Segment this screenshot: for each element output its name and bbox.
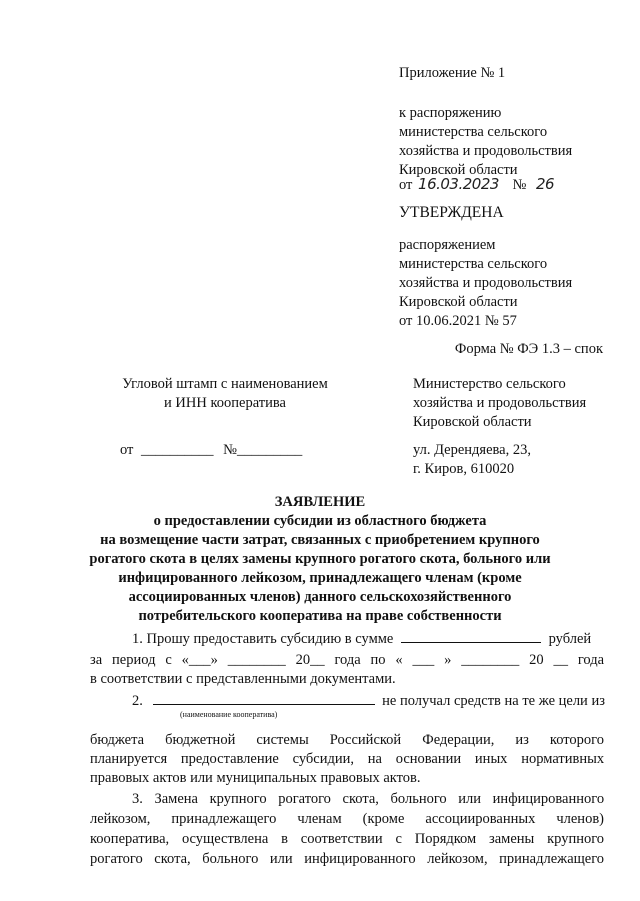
appendix-title: Приложение № 1 xyxy=(399,65,506,81)
p3-w: членам xyxy=(297,811,342,827)
recipient-line-1: Министерство сельского xyxy=(413,376,566,392)
heading-line-4: инфицированного лейкозом, принадлежащего членам (кроме xyxy=(118,570,522,586)
heading-line-3: рогатого скота в целях замены крупного рогатого скота, больного или xyxy=(89,551,551,567)
recipient-address-1: ул. Дерендяева, 23, xyxy=(413,442,531,458)
p3-w: в xyxy=(281,831,288,847)
p1-w: года xyxy=(577,652,605,668)
appendix-date-prefix: от xyxy=(399,177,413,193)
p3-w: рогатого xyxy=(90,851,143,867)
p3-w: инфицированного xyxy=(492,791,605,807)
recipient-line-3: Кировской области xyxy=(413,414,532,430)
p1-w: ___ xyxy=(412,652,435,668)
p3-w: кооператива, xyxy=(90,831,170,847)
handwritten-date: 16.03.2023 xyxy=(418,175,499,193)
recipient-line-2: хозяйства и продовольствия xyxy=(413,395,587,411)
p3-line-2 xyxy=(90,810,604,829)
p3-w: принадлежащего xyxy=(171,811,277,827)
p2-w: системы xyxy=(256,732,309,748)
p3-w: скота, xyxy=(342,791,379,807)
form-code: Форма № ФЭ 1.3 – спок xyxy=(454,341,603,357)
approved-line-3: хозяйства и продовольствия xyxy=(399,275,573,291)
p1-line-1-end: рублей xyxy=(548,631,592,647)
approved-line-5: от 10.06.2021 № 57 xyxy=(399,313,517,329)
p1-line-1-start: 1. Прошу предоставить субсидию в сумме xyxy=(132,631,394,647)
appendix-line-1: к распоряжению xyxy=(399,105,502,121)
approved-line-2: министерства сельского xyxy=(399,256,548,272)
p3-w: или xyxy=(269,851,293,867)
p2-w: нормативных xyxy=(521,751,605,767)
p3-w: с xyxy=(395,831,402,847)
p3-w: рогатого xyxy=(278,791,331,807)
p2-coop-name-blank[interactable] xyxy=(153,692,375,705)
p3-w: скота, xyxy=(154,851,191,867)
appendix-line-4: Кировской области xyxy=(399,162,518,178)
appendix-line-2: министерства сельского xyxy=(399,124,548,140)
p3-line-3 xyxy=(90,830,604,849)
p3-line-4 xyxy=(90,850,604,869)
p2-w: предоставление xyxy=(180,751,279,767)
p1-w: ________ xyxy=(227,652,286,668)
recipient-address-2: г. Киров, 610020 xyxy=(413,461,515,477)
ref-prefix: от xyxy=(120,442,134,458)
p1-w: с xyxy=(165,652,172,668)
p1-amount-blank[interactable] xyxy=(401,630,541,643)
p2-w: которого xyxy=(549,732,605,748)
p2-num: 2. xyxy=(132,693,143,709)
approved-line-1: распоряжением xyxy=(399,237,496,253)
p1-w: » xyxy=(444,652,452,668)
appendix-line-3: хозяйства и продовольствия xyxy=(399,143,573,159)
p1-w: период xyxy=(112,652,156,668)
p3-w: соответствии xyxy=(300,831,383,847)
approved-title: УТВЕРЖДЕНА xyxy=(399,204,504,221)
p2-w: бюджетной xyxy=(165,732,236,748)
p2-w: планируется xyxy=(90,751,168,767)
p3-w: или xyxy=(458,791,482,807)
heading-line-2: на возмещение части затрат, связанных с приобретением крупного xyxy=(100,532,540,548)
p1-w: 20 xyxy=(529,652,544,668)
p2-line-1 xyxy=(132,692,605,711)
ref-number: №_________ xyxy=(223,442,303,458)
p2-line-3 xyxy=(90,750,604,769)
stamp-line-2: и ИНН кооператива xyxy=(164,395,286,411)
heading-line-1: о предоставлении субсидии из областного бюджета xyxy=(153,513,487,529)
p3-w: крупного xyxy=(209,791,267,807)
p2-w: Российской xyxy=(329,732,402,748)
p2-w: иных xyxy=(474,751,508,767)
p3-w: крупного xyxy=(547,831,605,847)
p2-caption: (наименование кооператива) xyxy=(180,710,278,719)
p2-w: бюджета xyxy=(90,732,145,748)
p3-w: ассоциированных xyxy=(425,811,536,827)
p3-w: осуществлена xyxy=(181,831,269,847)
p3-w: лейкозом, xyxy=(90,811,151,827)
p1-w: __ xyxy=(553,652,568,668)
p3-w: замены xyxy=(489,831,535,847)
p3-w: больного xyxy=(202,851,259,867)
doc-title: ЗАЯВЛЕНИЕ xyxy=(274,494,366,510)
p2-line-2 xyxy=(90,731,604,750)
ref-date-blank: __________ xyxy=(141,442,214,458)
p3-line-1 xyxy=(132,790,604,809)
p1-w: ________ xyxy=(461,652,520,668)
p2-line-4: правовых актов или муниципальных правовых актов. xyxy=(90,770,421,786)
p3-w: Замена xyxy=(154,791,198,807)
p1-w: по xyxy=(370,652,386,668)
p2-w: из xyxy=(515,732,529,748)
stamp-line-1: Угловой штамп с наименованием xyxy=(122,376,328,392)
p2-w: Федерации, xyxy=(422,732,495,748)
p1-w: «___» xyxy=(181,652,218,668)
p1-line-3: в соответствии с представленными документами. xyxy=(90,671,396,687)
p1-w: 20__ xyxy=(295,652,325,668)
p2-w: субсидии, xyxy=(292,751,354,767)
p3-w: инфицированного xyxy=(304,851,416,867)
p3-w: (кроме xyxy=(362,811,405,827)
stamp-ref-line xyxy=(120,441,302,460)
handwritten-number: 26 xyxy=(536,175,555,193)
heading-line-5: ассоциированных членов) данного сельскохозяйственного xyxy=(128,589,512,605)
appendix-number-sign: № xyxy=(512,177,527,193)
p1-w: за xyxy=(90,652,103,668)
p2-w: на xyxy=(367,751,382,767)
p1-w: « xyxy=(395,652,403,668)
p3-w: лейкозом, xyxy=(427,851,488,867)
p1-line-1 xyxy=(132,630,591,649)
p1-w: года xyxy=(334,652,361,668)
p1-line-2 xyxy=(90,651,604,670)
p3-w: Порядком xyxy=(414,831,477,847)
p3-w: членов) xyxy=(556,811,604,827)
approved-line-4: Кировской области xyxy=(399,294,518,310)
p3-w: принадлежащего xyxy=(499,851,605,867)
p3-w: больного xyxy=(390,791,447,807)
p2-w: основании xyxy=(395,751,462,767)
p3-w: 3. xyxy=(132,791,143,807)
p2-line-1-end: не получал средств на те же цели из xyxy=(382,693,605,709)
heading-line-6: потребительского кооператива на праве собственности xyxy=(138,608,502,624)
appendix-date-line xyxy=(399,175,554,197)
